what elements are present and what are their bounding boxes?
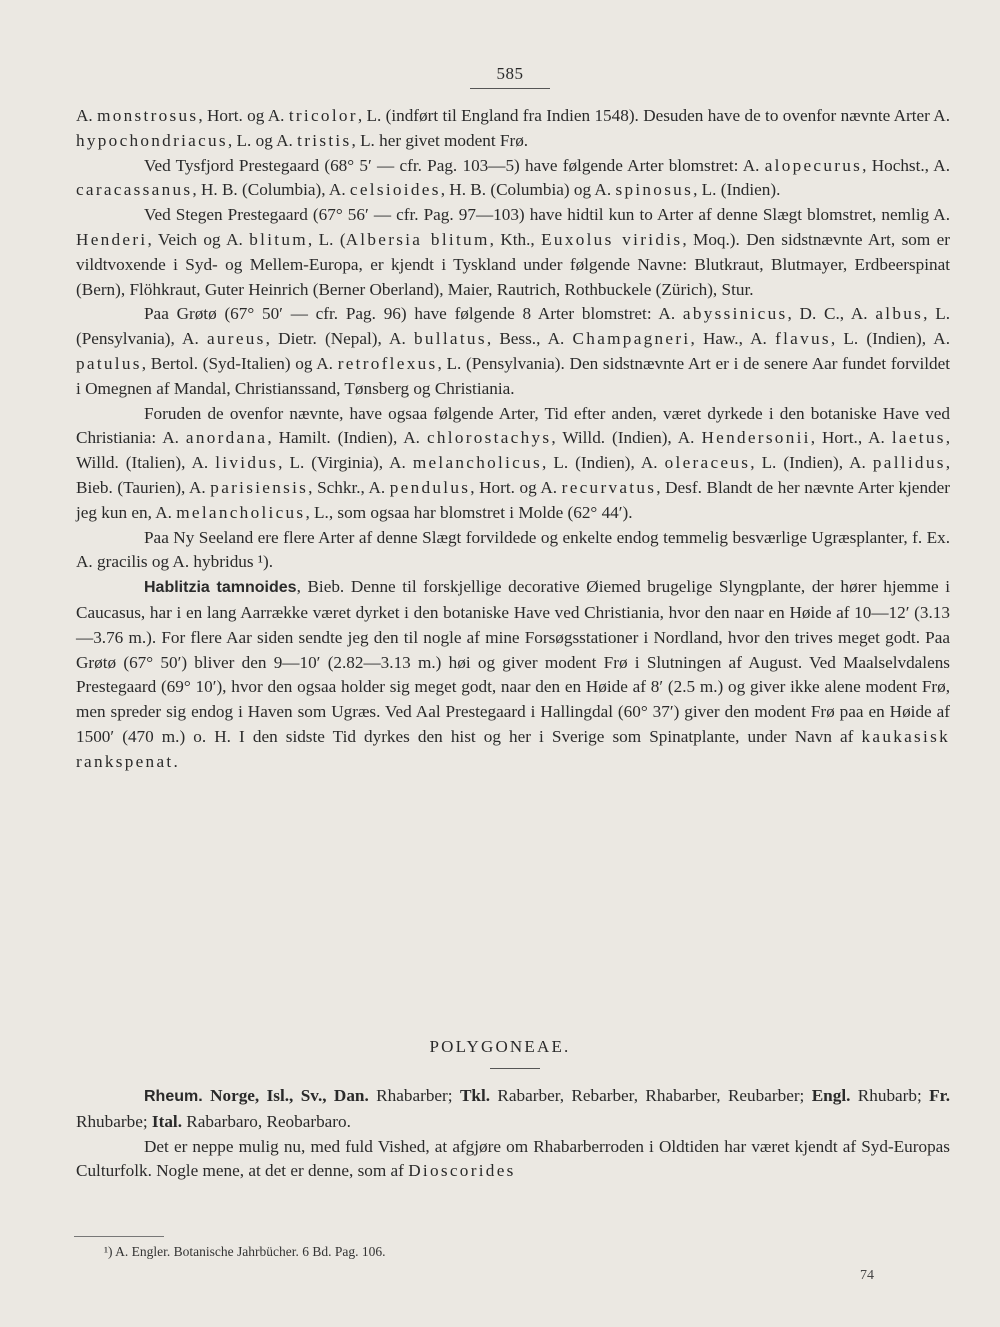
species-name: aureus: [206, 329, 266, 349]
paragraph-christiania: Foruden de ovenfor nævnte, have ogsaa følgende Arter, Tid efter anden, været dyrkede i den botaniske Have ved Christiania: A. anordana, Hamilt. (Indien), A. chlorostachys, Willd. (Indien), A. Hendersonii, Hort., A. laetus, Willd. (Italien), A. lividus, L. (Virginia), A. melancholicus, L. (Indien), A. oleraceus, L. (Indien), A. pallidus, Bieb. (Taurien), A. parisiensis, Schkr., A. pendulus, Hort. og A. recurvatus, Desf. Blandt de her nævnte Arter kjender jeg kun en, A. melancholicus, L., som ogsaa har blomstret i Molde (62° 44′).: [76, 403, 951, 522]
polygoneae-text: [76, 1084, 950, 1184]
species-name: Dioscorides: [408, 1161, 516, 1181]
footnote: ¹) A. Engler. Botanische Jahrbücher. 6 Bd. Pag. 106.: [104, 1244, 386, 1259]
language-label: Norge, Isl., Sv., Dan.: [210, 1086, 369, 1105]
section-rule: [490, 1068, 540, 1069]
paragraph-grotoe: Paa Grøtø (67° 50′ — cfr. Pag. 96) have følgende 8 Arter blomstret: A. abyssinicus, D. C., A. albus, L. (Pensylvania), A. aureus, Dietr. (Nepal), A. bullatus, Bess., A. Champagneri, Haw., A. flavus, L. (Indien), A. patulus, Bertol. (Syd-Italien) og A. retroflexus, L. (Pensylvania). Den sidstnævnte Art er i de senere Aar fundet forvildet i Omegnen af Mandal, Christianssand, Tønsberg og Christiania.: [76, 304, 951, 398]
paragraph-amaranthus-species: A. monstrosus, Hort. og A. tricolor, L. (indført til England fra Indien 1548). Desuden have de to ovenfor nævnte Arter A. hypochondriacus, L. og A. tristis, L. her givet modent Frø.: [76, 106, 950, 150]
species-name: Champagneri: [572, 329, 691, 349]
species-name: alopecurus: [764, 155, 863, 175]
paragraph-rheum-names: Rheum. Norge, Isl., Sv., Dan. Rhabarber; Tkl. Rabarber, Rebarber, Rhabarber, Reubarber; Engl. Rhubarb; Fr. Rhubarbe; Ital. Rabarbaro, Reobarbaro.: [76, 1086, 951, 1131]
species-name: flavus: [775, 329, 831, 349]
species-name: melancholicus: [412, 453, 542, 473]
language-label: Tkl.: [459, 1086, 491, 1105]
species-name: retroflexus: [337, 353, 438, 373]
section-title: POLYGONEAE.: [429, 1037, 571, 1056]
species-name: Henderi: [76, 229, 148, 249]
species-name: pendulus: [389, 477, 471, 497]
language-label: Fr.: [929, 1086, 951, 1105]
genus-heading: Hablitzia tamnoides: [144, 579, 297, 597]
species-name: tricolor: [288, 106, 358, 125]
species-name: Hendersonii: [701, 428, 811, 448]
species-name: anordana: [185, 428, 268, 448]
species-name: pallidus: [872, 453, 946, 473]
species-name: recurvatus: [561, 477, 657, 497]
species-name: chlorostachys: [426, 428, 552, 448]
main-text: [76, 104, 950, 775]
page-number: 585: [496, 64, 524, 83]
paragraph-stegen: Ved Stegen Prestegaard (67° 56′ — cfr. Pag. 97—103) have hidtil kun to Arter af denne Slægt blomstret, nemlig A. Henderi, Veich og A. blitum, L. (Albersia blitum, Kth., Euxolus viridis, Moq.). Den sidstnævnte Art, som er vildtvoxende i Syd- og Mellem-Europa, er kjendt i Tyskland under følgende Navne: Blutkraut, Blutmayer, Erdbeerspinat (Bern), Flöhkraut, Guter Heinrich (Berner Oberland), Maier, Rautrich, Rothbuckele (Zürich), Stur.: [76, 205, 950, 299]
paragraph-tysfjord: Ved Tysfjord Prestegaard (68° 5′ — cfr. Pag. 103—5) have følgende Arter blomstret: A. alopecurus, Hochst., A. caracassanus, H. B. (Columbia), A. celsioides, H. B. (Columbia) og A. spinosus, L. (Indien).: [76, 155, 951, 200]
species-name: abyssinicus: [682, 304, 788, 324]
paragraph-hablitzia: Hablitzia tamnoides, Bieb. Denne til forskjellige decorative Øiemed brugelige Slyngplante, der hører hjemme i Caucasus, har i en lang Aarrække været dyrket i den botaniske Have ved Christiania, hvor den naar en Høide af 10—12′ (3.13—3.76 m.). For flere Aar siden sendte jeg den til nogle af mine Forsøgsstationer i Nordland, hvor den trives meget godt. Paa Grøtø (67° 50′) bliver den 9—10′ (2.82—3.13 m.) høi og giver modent Frø i Slutningen af August. Ved Maalselvdalens Prestegaard (69° 10′), hvor den ogsaa holder sig meget godt, naar den en Høide af 8′ (2.5 m.) og giver ikke alene modent Frø, men spreder sig endog i Haven som Ugræs. Ved Aal Prestegaard i Hallingdal (60° 37′) giver den modent Frø paa en Høide af 1500′ (470 m.) o. H. I den sidste Tid dyrkes den hist og her i Sverige som Spinatplante, under Navn af kaukasisk rankspenat.: [76, 577, 950, 771]
species-name: lividus: [215, 453, 279, 473]
genus-heading: Rheum.: [144, 1088, 203, 1105]
species-name: patulus: [76, 353, 142, 373]
species-name: Euxolus viridis: [541, 229, 683, 249]
species-name: celsioides: [349, 180, 441, 200]
sheet-number: 74: [860, 1268, 874, 1283]
species-name: tristis: [297, 130, 352, 150]
species-name: melancholicus: [176, 502, 306, 522]
species-name: caracassanus: [76, 180, 193, 200]
species-name: kaukasisk rankspenat: [76, 726, 950, 771]
header-rule: [470, 88, 550, 89]
paragraph-rheum-history: Det er neppe mulig nu, med fuld Vished, at afgjøre om Rhabarberroden i Oldtiden har været kjendt af Syd-Europas Culturfolk. Nogle mene, at det er denne, som af Dioscorides: [76, 1136, 950, 1181]
footnote-rule: [74, 1236, 164, 1237]
species-name: blitum: [249, 229, 308, 249]
language-label: Engl.: [811, 1086, 851, 1105]
species-name: hypochondriacus: [76, 130, 228, 150]
species-name: Albersia blitum: [345, 229, 490, 249]
species-name: spinosus: [615, 180, 694, 200]
species-name: albus: [875, 304, 924, 324]
language-label: Ital.: [151, 1111, 182, 1131]
paragraph-ny-seeland: Paa Ny Seeland ere flere Arter af denne Slægt forvildede og enkelte endog temmelig besværlige Ugræsplanter, f. Ex. A. gracilis og A. hybridus ¹).: [76, 527, 950, 572]
species-name: parisiensis: [210, 477, 309, 497]
species-name: monstrosus: [97, 106, 199, 125]
species-name: oleraceus: [664, 453, 751, 473]
species-name: laetus: [891, 428, 946, 448]
species-name: bullatus: [413, 329, 487, 349]
